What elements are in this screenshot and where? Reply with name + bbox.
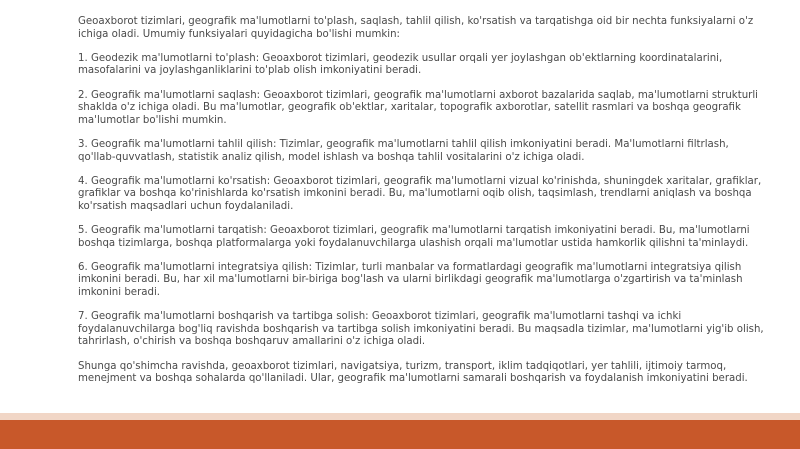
- paragraph-data-storage: 2. Geografik ma'lumotlarni saqlash: Geoaxborot tizimlari, geografik ma'lumotlarni axborot bazalarida saqlab, ma'lumotlarni strukturli shaklda o'z ichiga oladi. Bu ma'lumotlar, geografik ob'ektlar, xaritalar, topografik axborotlar, satellit rasmlari va boshqa geografik ma'lumotlar bo'lishi mumkin.: [78, 89, 759, 126]
- slide-body-text: [78, 16, 768, 397]
- intro-paragraph: Geoaxborot tizimlari, geografik ma'lumotlarni to'plash, saqlash, tahlil qilish, ko'rsatish va tarqatishga oid bir nechta funksiyalarni o'z ichiga oladi. Umumiy funksiyalari quyidagicha bo'lishi mumkin:: [78, 16, 754, 40]
- footer-bar: [0, 420, 800, 449]
- paragraph-data-collection: 1. Geodezik ma'lumotlarni to'plash: Geoaxborot tizimlari, geodezik usullar orqali yer joylashgan ob'ektlarning koordinatalarini, masofalarini va joylashganliklarini to'plab olish imkoniyatini beradi.: [78, 52, 723, 77]
- paragraph-data-integration: 6. Geografik ma'lumotlarni integratsiya qilish: Tizimlar, turli manbalar va formatlardagi geografik ma'lumotlarni integratsiya qilish imkonini beradi. Bu, har xil ma'lumotlarni bir-biriga bog'lash va ularni birlikdagi geografik ma'lumotlarga o'zgartirish va ta'minlash imkonini beradi.: [78, 261, 743, 299]
- footer-accent-band: [0, 413, 800, 420]
- paragraph-data-distribution: 5. Geografik ma'lumotlarni tarqatish: Geoaxborot tizimlari, geografik ma'lumotlarni tarqatish imkoniyatini beradi. Bu, ma'lumotlarni boshqa tizimlarga, boshqa platformalarga yoki foydalanuvchilarga ulashish orqali ma'lumotlar ustida hamkorlik qilishni ta'minlaydi.: [78, 225, 750, 249]
- paragraph-data-management: 7. Geografik ma'lumotlarni boshqarish va tartibga solish: Geoaxborot tizimlari, geografik ma'lumotlarni tashqi va ichki foydalanuvchilarga bog'liq ravishda boshqarish va tartibga solish imkoniyatini beradi. Bu maqsadla tizimlar, ma'lumotlarni yig'ib olish, tahrirlash, o'chirish va boshqa boshqaruv amallarini o'z ichiga oladi.: [78, 311, 764, 348]
- closing-paragraph: Shunga qo'shimcha ravishda, geoaxborot tizimlari, navigatsiya, turizm, transport, iklim tadqiqotlari, yer tahlili, ijtimoiy tarmoq, menejment va boshqa sohalarda qo'llaniladi. Ular, geografik ma'lumotlarni samarali boshqarish va foydalanish imkoniyatini beradi.: [78, 360, 748, 385]
- paragraph-data-display: 4. Geografik ma'lumotlarni ko'rsatish: Geoaxborot tizimlari, geografik ma'lumotlarni vizual ko'rinishda, shuningdek xaritalar, grafiklar, grafiklar va boshqa ko'rinishlarda ko'rsatish imkonini beradi. Bu, ma'lumotlarni oqib olish, taqsimlash, trendlarni aniqlash va boshqa ko'rsatish maqsadlari uchun foydalaniladi.: [78, 175, 762, 212]
- paragraph-data-analysis: 3. Geografik ma'lumotlarni tahlil qilish: Tizimlar, geografik ma'lumotlarni tahlil qilish imkoniyatini beradi. Ma'lumotlarni filtrlash, qo'llab-quvvatlash, statistik analiz qilish, model ishlash va boshqa tahlil vositalarini o'z ichiga oladi.: [78, 138, 729, 163]
